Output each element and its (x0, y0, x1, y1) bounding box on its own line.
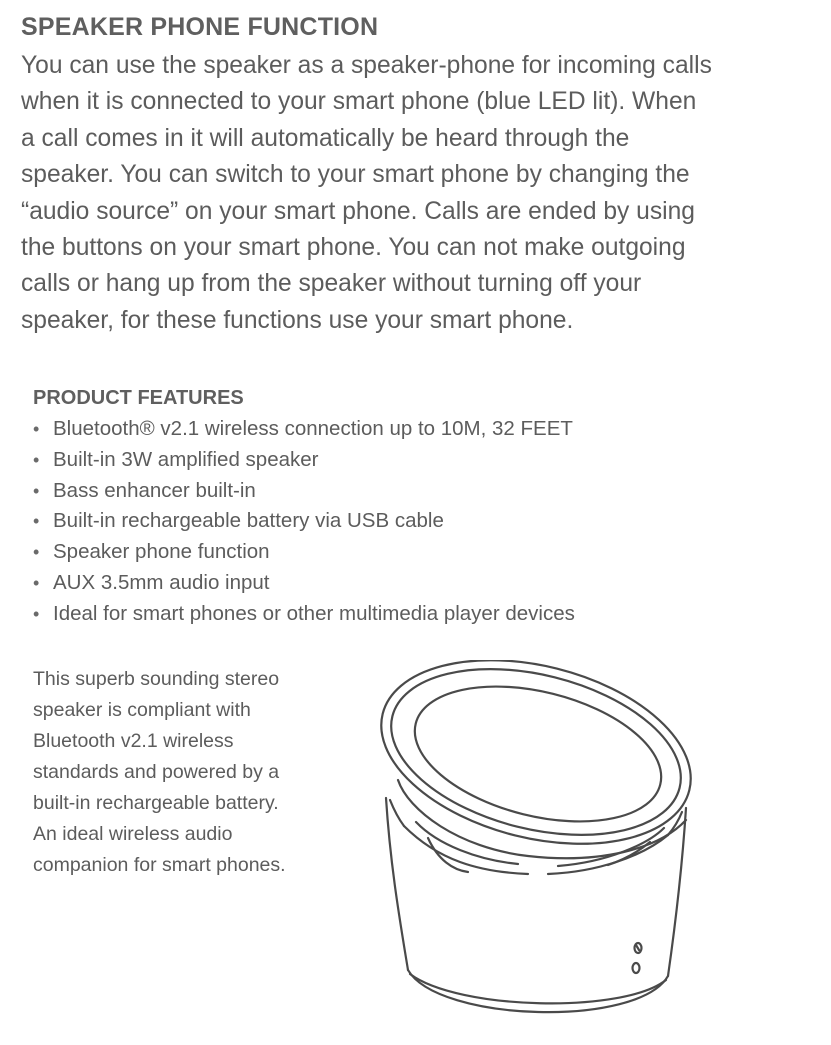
description-section (33, 664, 363, 881)
feature-text: Built-in 3W amplified speaker (53, 447, 319, 471)
bullet-icon: • (33, 449, 40, 470)
feature-text: Built-in rechargeable battery via USB cable (53, 509, 444, 533)
bullet-icon: • (33, 603, 40, 624)
description-line: This superb sounding stereo (33, 668, 280, 690)
features-list (33, 414, 813, 630)
feature-text: Bluetooth® v2.1 wireless connection up to 10M, 32 FEET (53, 417, 573, 440)
feature-text: Ideal for smart phones or other multimedia player devices (53, 601, 575, 625)
description-line: built-in rechargeable battery. (33, 792, 279, 814)
description-line: standards and powered by a (33, 761, 280, 783)
description-paragraph (33, 664, 363, 881)
speaker-illustration-icon (368, 660, 708, 1030)
speaker-phone-paragraph (21, 48, 821, 339)
feature-item (33, 537, 813, 568)
bullet-icon: • (33, 572, 40, 593)
paragraph-line: “audio source” on your smart phone. Calls are ended by using (21, 197, 695, 225)
feature-item (33, 568, 813, 599)
paragraph-line: when it is connected to your smart phone (blue LED lit). When (21, 88, 697, 116)
feature-item (33, 476, 813, 507)
product-features-heading: PRODUCT FEATURES (33, 387, 244, 409)
bullet-icon: • (33, 542, 40, 563)
feature-item (33, 506, 813, 537)
paragraph-line: calls or hang up from the speaker without turning off your (21, 270, 642, 298)
bullet-icon: • (33, 511, 40, 532)
feature-text: Speaker phone function (53, 540, 270, 564)
feature-text: Bass enhancer built-in (53, 478, 256, 502)
speaker-phone-section (21, 10, 821, 339)
description-line: Bluetooth v2.1 wireless (33, 730, 234, 752)
feature-item (33, 445, 813, 476)
bullet-icon: • (33, 419, 40, 439)
bullet-icon: • (33, 480, 40, 501)
description-line: speaker is compliant with (33, 699, 251, 721)
paragraph-line: the buttons on your smart phone. You can not make outgoing (21, 234, 686, 262)
feature-item (33, 414, 813, 445)
paragraph-line: speaker, for these functions use your smart phone. (21, 306, 574, 334)
description-line: An ideal wireless audio (33, 823, 233, 845)
speaker-phone-heading: SPEAKER PHONE FUNCTION (21, 13, 379, 41)
paragraph-line: a call comes in it will automatically be heard through the (21, 124, 630, 152)
feature-item (33, 599, 813, 630)
paragraph-line: speaker. You can switch to your smart phone by changing the (21, 161, 690, 189)
description-line: companion for smart phones. (33, 854, 286, 876)
feature-text: AUX 3.5mm audio input (53, 570, 270, 594)
paragraph-line: You can use the speaker as a speaker-phone for incoming calls (21, 52, 712, 79)
product-features-section (33, 384, 813, 630)
